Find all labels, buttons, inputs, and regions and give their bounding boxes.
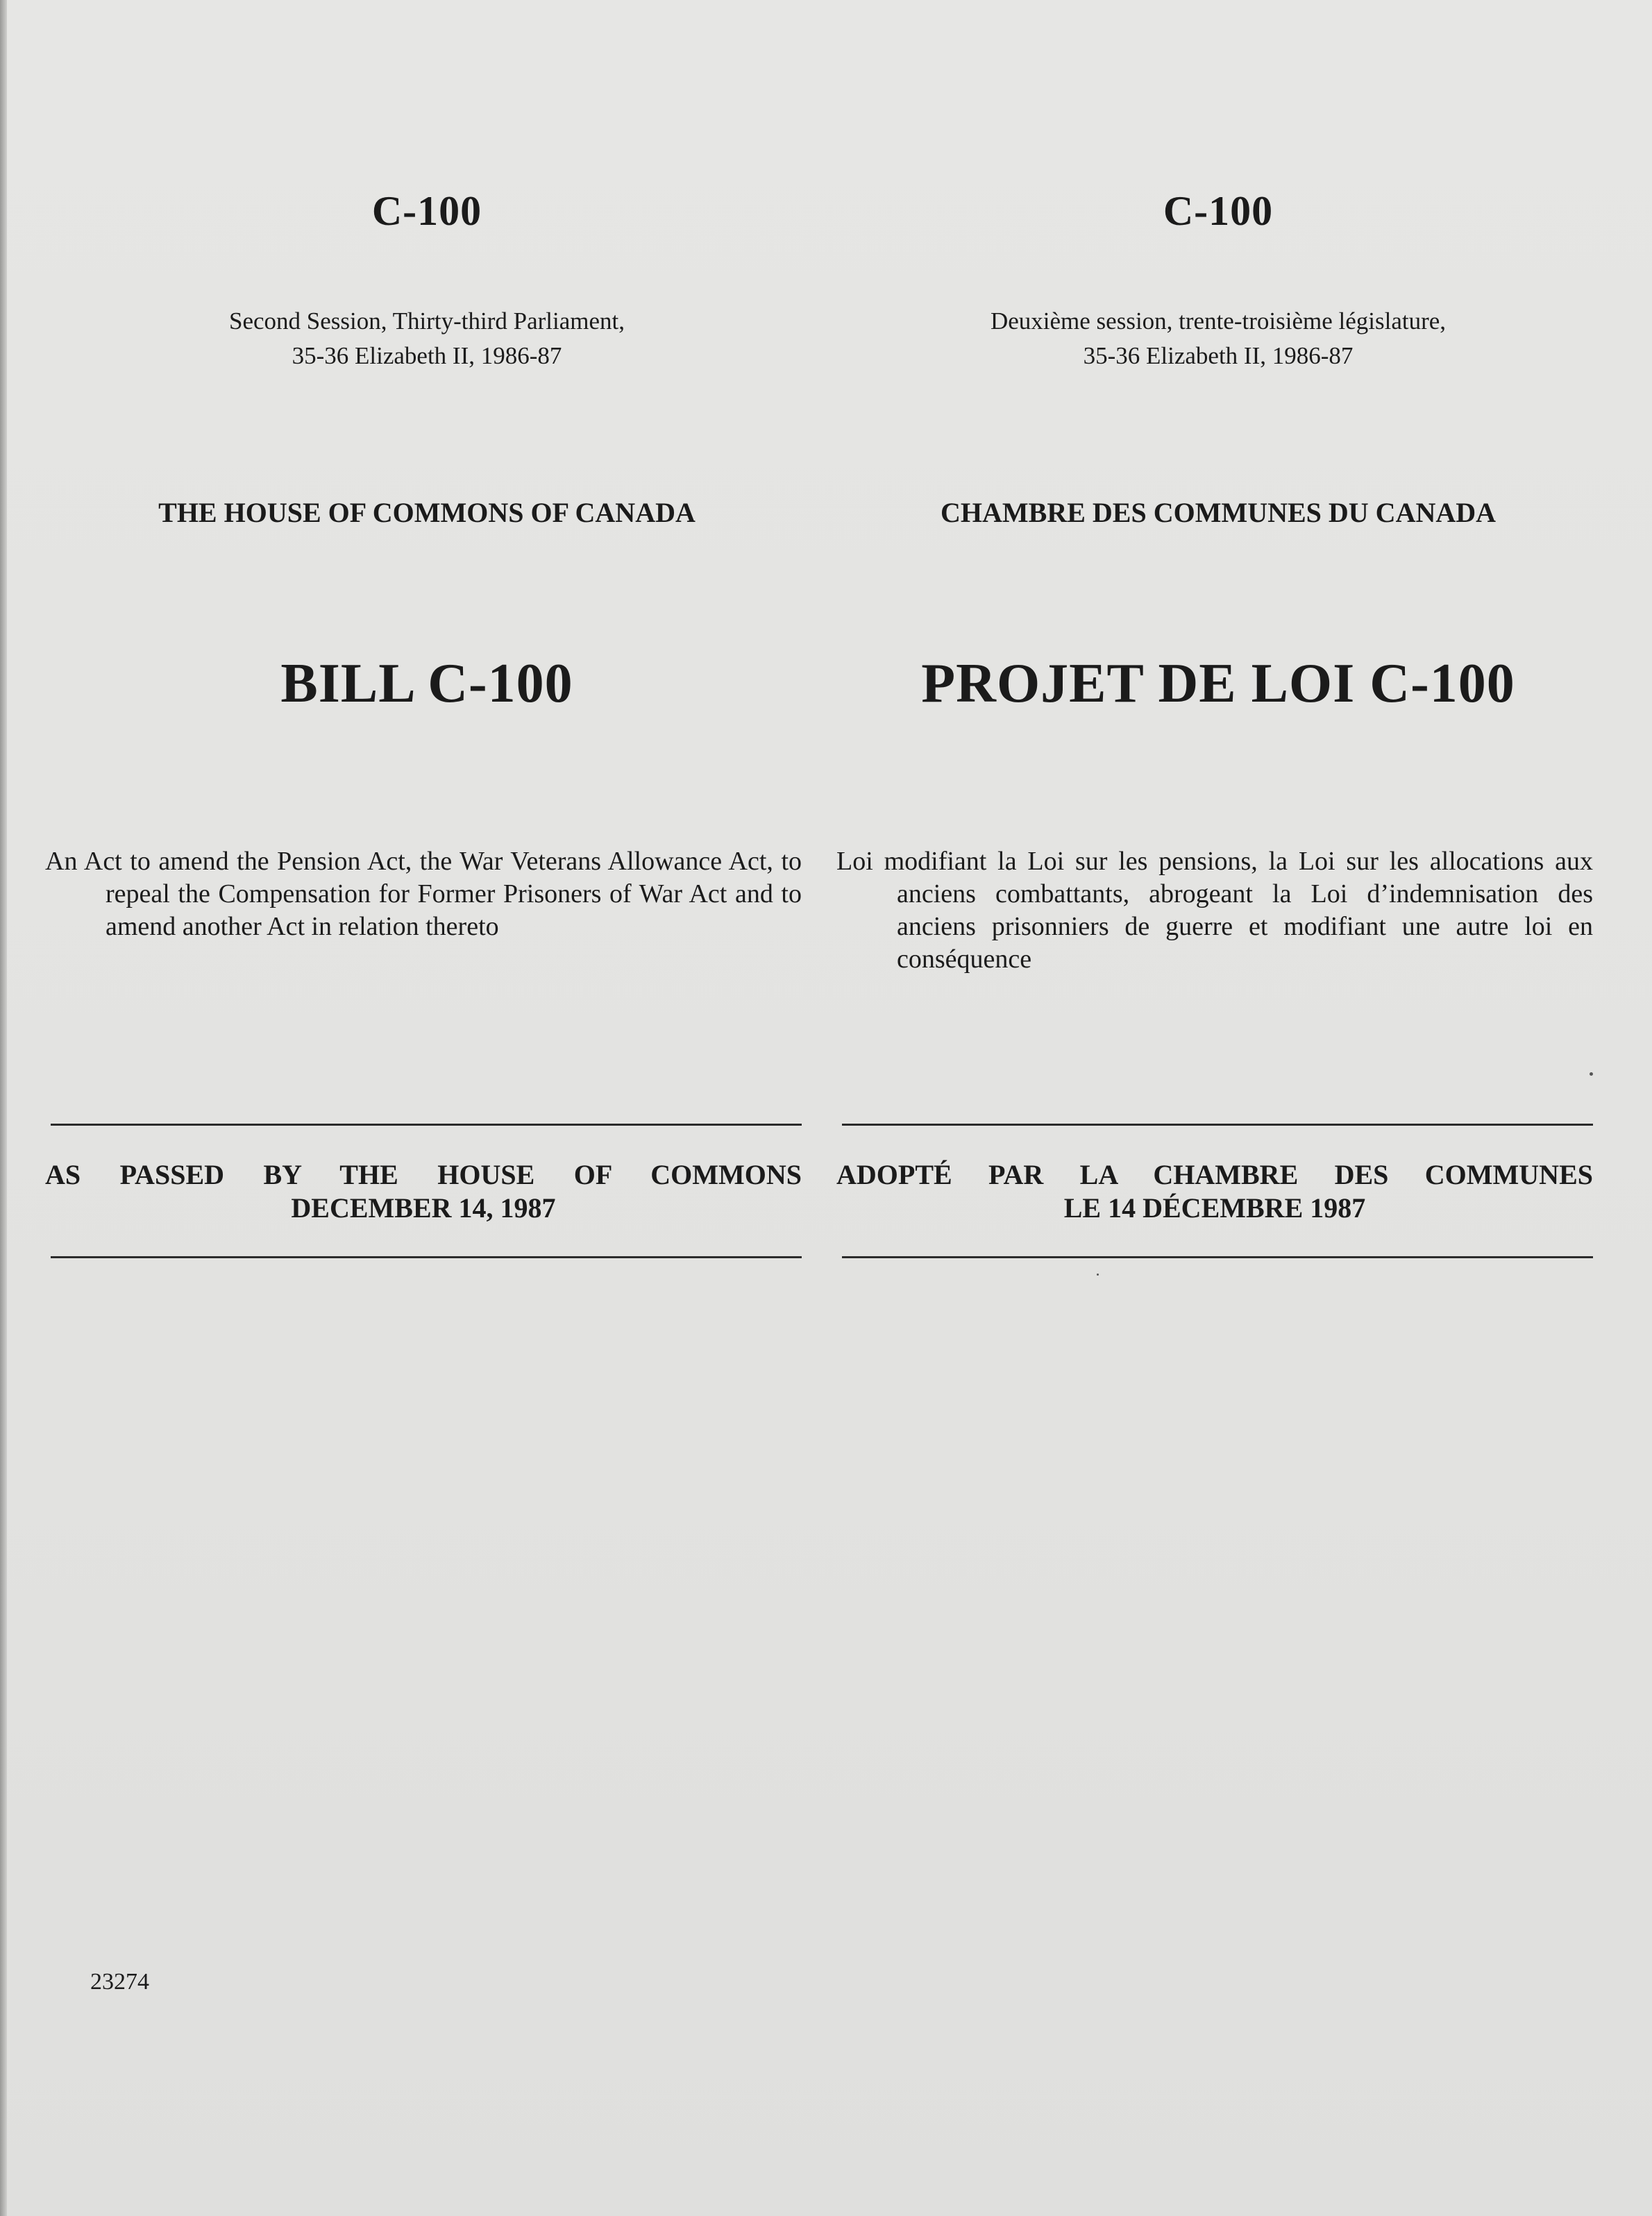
regnal-years-french: 35-36 Elizabeth II, 1986-87 xyxy=(1083,342,1354,369)
passed-line-english: AS PASSED BY THE HOUSE OF COMMONS xyxy=(45,1159,802,1190)
scan-edge-shadow xyxy=(0,0,7,2216)
passed-date-french: LE 14 DÉCEMBRE 1987 xyxy=(1063,1192,1366,1224)
bill-title-english: BILL C-100 xyxy=(280,653,573,714)
session-line-french: Deuxième session, trente-troisième législature, xyxy=(990,307,1447,335)
bill-title-french: PROJET DE LOI C-100 xyxy=(921,653,1515,714)
passed-date-english: DECEMBER 14, 1987 xyxy=(291,1192,556,1224)
passed-notice-english xyxy=(45,1158,802,1225)
regnal-years-english: 35-36 Elizabeth II, 1986-87 xyxy=(292,342,562,369)
session-info-french xyxy=(836,304,1600,373)
print-number: 23274 xyxy=(90,1969,149,1995)
long-title-french: Loi modifiant la Loi sur les pensions, la Loi sur les allocations aux anciens combattants, abrogeant la Loi d’indemnisation des anciens prisonniers de guerre et modifiant une autre loi en conséquence xyxy=(836,847,1593,974)
session-line-english: Second Session, Thirty-third Parliament, xyxy=(229,307,625,335)
divider-bottom-french xyxy=(842,1256,1593,1258)
bill-number-french: C-100 xyxy=(1163,188,1274,234)
passed-notice-french xyxy=(836,1158,1593,1225)
session-info-english xyxy=(45,304,809,373)
speck-mark xyxy=(1097,1274,1099,1276)
divider-top-french xyxy=(842,1124,1593,1126)
divider-top-english xyxy=(51,1124,802,1126)
chamber-heading-english: THE HOUSE OF COMMONS OF CANADA xyxy=(158,497,696,528)
chamber-heading-french: CHAMBRE DES COMMUNES DU CANADA xyxy=(941,497,1496,528)
passed-line-french: ADOPTÉ PAR LA CHAMBRE DES COMMUNES xyxy=(836,1159,1593,1190)
divider-bottom-english xyxy=(51,1256,802,1258)
bill-number-english: C-100 xyxy=(371,188,482,234)
long-title-english: An Act to amend the Pension Act, the War Veterans Allowance Act, to repeal the Compensation for Former Prisoners of War Act and to amend another Act in relation thereto xyxy=(45,847,802,941)
speck-mark xyxy=(1590,1072,1593,1076)
